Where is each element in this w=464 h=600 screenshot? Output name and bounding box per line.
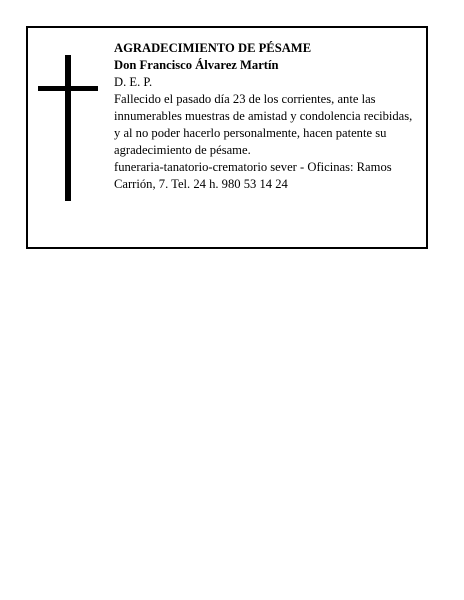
cross-horizontal-bar bbox=[38, 86, 98, 91]
condolence-notice bbox=[26, 26, 428, 249]
cross-vertical-bar bbox=[65, 55, 71, 201]
deceased-name: Don Francisco Álvarez Martín bbox=[114, 58, 279, 72]
notice-text bbox=[114, 40, 420, 193]
notice-heading: AGRADECIMIENTO DE PÉSAME bbox=[114, 41, 312, 55]
notice-message: Fallecido el pasado día 23 de los corrientes, ante las innumerables muestras de amistad y condolencia recibidas, y al no poder hacerlo personalmente, hacen patente su agradecimiento de pésame. bbox=[114, 92, 413, 157]
dep-line: D. E. P. bbox=[114, 75, 153, 89]
latin-cross-icon bbox=[38, 55, 100, 201]
funeral-home-info: funeraria-tanatorio-crematorio sever - Oficinas: Ramos Carrión, 7. Tel. 24 h. 980 53 14 24 bbox=[114, 160, 392, 191]
